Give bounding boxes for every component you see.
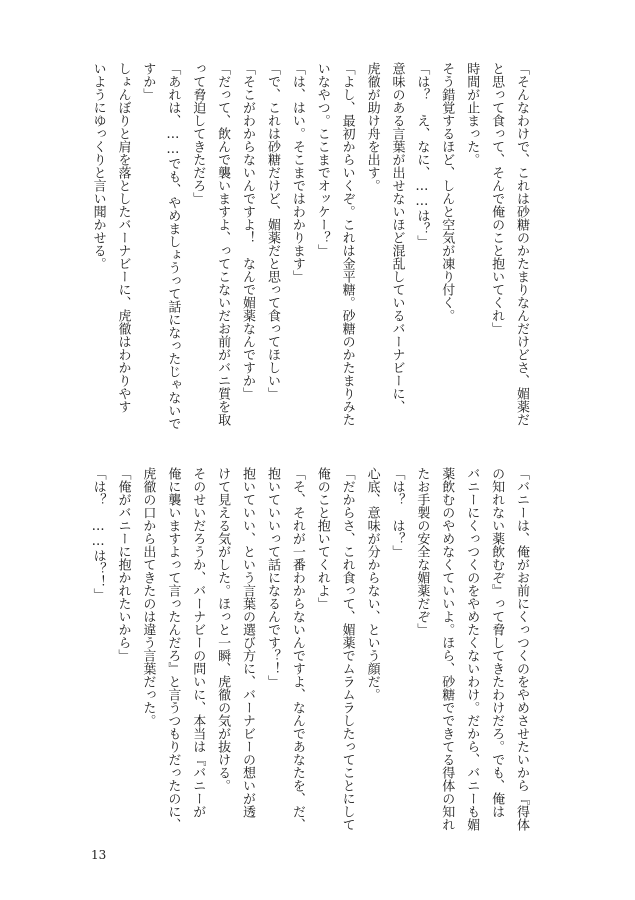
text-line: 虎徹の口から出てきたのは違う言葉だった。 bbox=[140, 467, 156, 727]
text-line: 「そんなわけで、これは砂糖のかたまりなんだけどさ、媚薬だ bbox=[514, 62, 529, 426]
text-line: 「俺がバニーに抱かれたいから」 bbox=[115, 467, 131, 662]
text-line: いなやつ。ここまでオッケー？」 bbox=[314, 62, 330, 257]
text-line: 心底、意味が分からない、という顔だ。 bbox=[364, 467, 380, 701]
text-line: いようにゆっくりと言い聞かせる。 bbox=[90, 62, 106, 270]
text-line: 抱いていいって話になるんです？！」 bbox=[264, 467, 280, 688]
page-number: 13 bbox=[91, 848, 107, 862]
text-line: 「で、これは砂糖だけど、媚薬だと思って食ってほしい」 bbox=[264, 62, 280, 400]
text-line: たお手製の安全な媚薬だぞ」 bbox=[414, 467, 430, 636]
text-line: 「は？ え、なに、……は？」 bbox=[414, 62, 430, 248]
text-line: 「は？ は？」 bbox=[389, 467, 405, 558]
upper-text-block bbox=[57, 62, 533, 458]
text-line: って脅迫してきただろ」 bbox=[190, 62, 206, 205]
text-line: 「だからさ、これ食って、媚薬でムラムラしたってことにして bbox=[339, 467, 355, 831]
text-line: けて見える気がした。ほっと一瞬、虎徹の気が抜ける。 bbox=[215, 467, 231, 792]
text-line: 俺のこと抱いてくれよ」 bbox=[314, 467, 330, 610]
text-line: 「は？ ……は？！」 bbox=[90, 467, 106, 601]
text-line: の知れない薬飲むぞ』って脅してきたわけだろ。でも、俺は bbox=[489, 467, 505, 818]
text-line: 虎徹が助け舟を出す。 bbox=[364, 62, 380, 192]
text-line: 「よし、最初からいくぞ。これは金平糖。砂糖のかたまりみた bbox=[339, 62, 355, 426]
text-line: 「そ、それが一番わからないんですよ、なんであなたを、だ、 bbox=[289, 467, 305, 831]
text-line: と思って食って、そんで俺のこと抱いてくれ」 bbox=[489, 62, 505, 335]
text-line: しょんぼりと肩を落としたバーナビーに、虎徹はわかりやす bbox=[115, 62, 131, 413]
text-line: 「バニーは、俺がお前にくっつくのをやめさせたいから『得体 bbox=[514, 467, 529, 831]
text-line: すか」 bbox=[140, 62, 156, 101]
text-line: 「は、はい。そこまではわかります」 bbox=[289, 62, 305, 283]
text-line: そのせいだろうか、バーナビーの問いに、本当は『バニーが bbox=[190, 467, 206, 818]
text-line: 意味のある言葉が出せないほど混乱しているバーナビーに、 bbox=[389, 62, 405, 413]
text-line: 「そこがわからないんですよ！ なんで媚薬なんですか」 bbox=[240, 62, 256, 400]
text-line: 「だって、飲んで襲いますよ、ってこないだお前がバニ質を取 bbox=[215, 62, 231, 426]
text-line: バニーにくっつくのをやめたくないわけ。だから、バニーも媚 bbox=[464, 467, 480, 831]
text-line: そう錯覚するほど、しんと空気が凍り付く。 bbox=[439, 62, 455, 322]
text-line: 時間が止まった。 bbox=[464, 62, 480, 166]
text-line: 「あれは、……でも、やめましょうって話になったじゃないで bbox=[165, 62, 181, 430]
text-line: 抱いていい、という言葉の選び方に、バーナビーの想いが透 bbox=[240, 467, 256, 818]
text-line: 薬飲むのやめなくていいよ。ほら、砂糖でできてる得体の知れ bbox=[439, 467, 455, 831]
text-line: 俺に襲いますよって言ったんだろ』と言うつもりだったのに、 bbox=[165, 467, 181, 831]
